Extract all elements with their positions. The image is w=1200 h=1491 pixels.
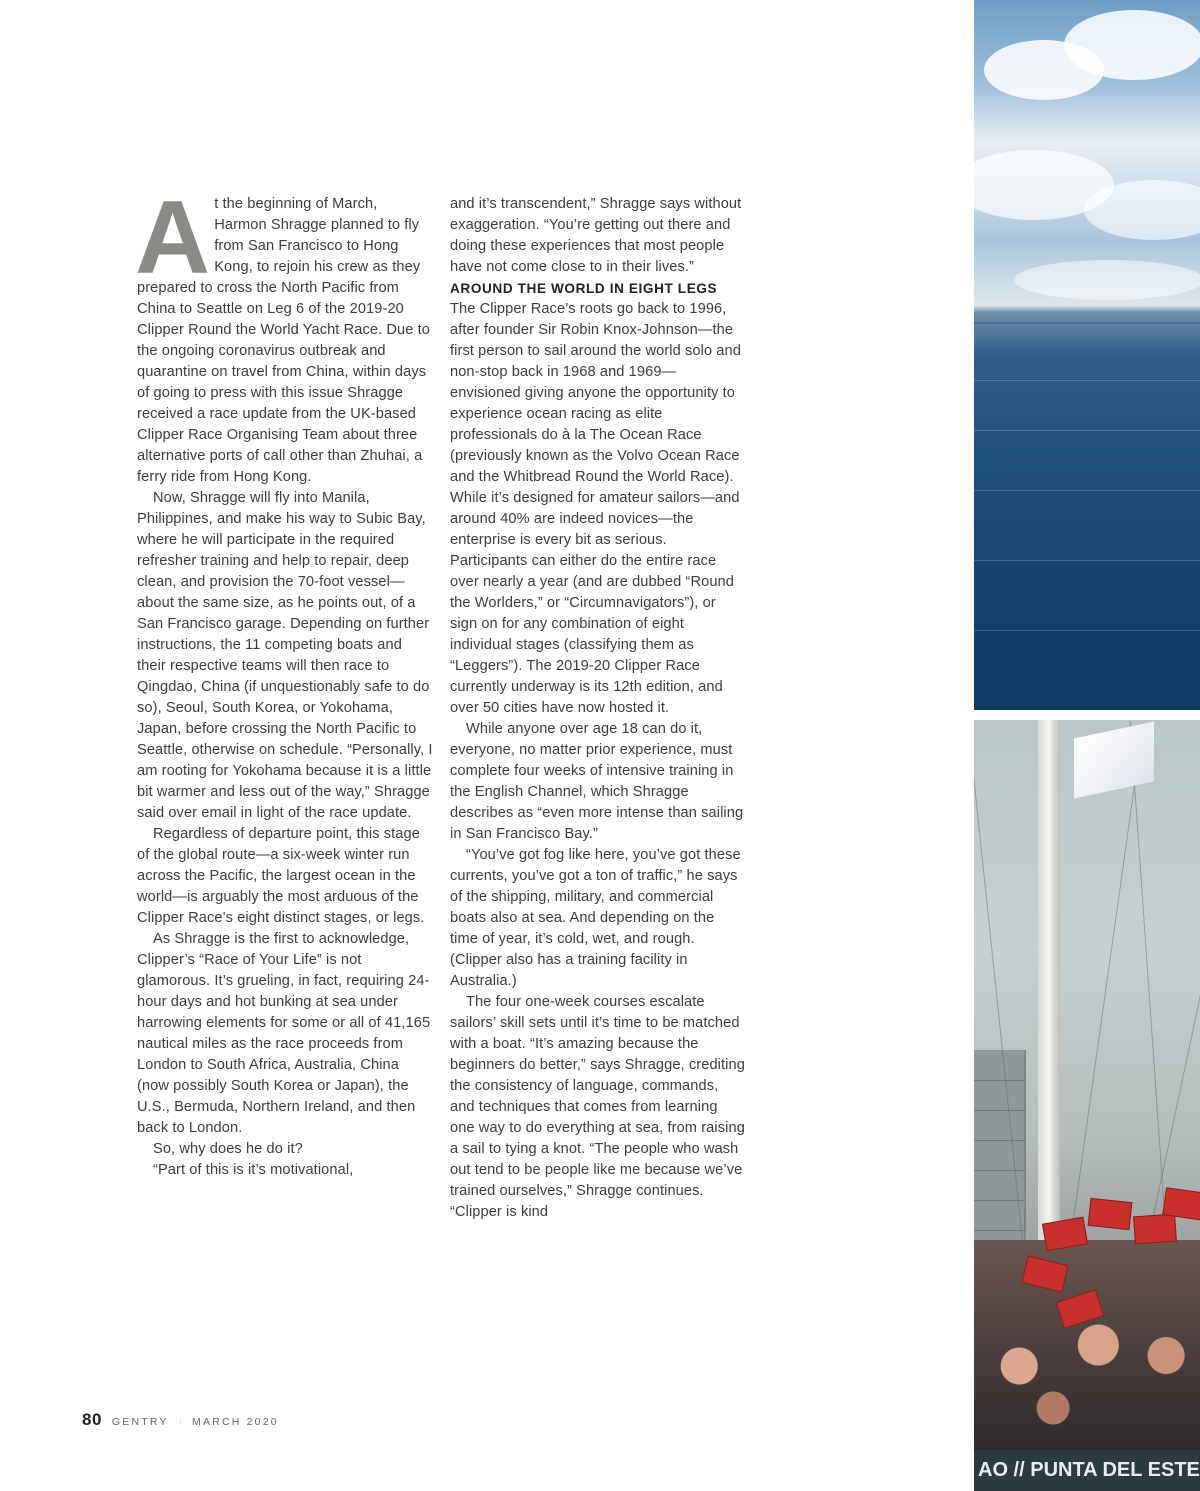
drop-cap: A bbox=[135, 180, 211, 296]
flag bbox=[1074, 721, 1154, 798]
issue-date: MARCH 2020 bbox=[192, 1416, 279, 1428]
crowd-photo bbox=[974, 720, 1200, 1491]
paragraph: and it’s transcendent,” Shragge says without exaggeration. “You’re getting out there and doing these experiences that most people have not come close to in their lives.” bbox=[450, 196, 742, 275]
paragraph: As Shragge is the first to acknowledge, Clipper’s “Race of Your Life” is not glamorous. It’s grueling, in fact, requiring 24-hour days and hot bunking at sea under harrowing elements for some or all of 41,165 nautical miles as the race proceeds from London to South Africa, Australia, China (now possibly South Korea or Japan), the U.S., Bermuda, Northern Ireland, and then back to London. bbox=[137, 931, 431, 1136]
paragraph: Regardless of departure point, this stage of the global route—a six-week winter run across the Pacific, the largest ocean in the world—is arguably the most arduous of the Clipper Race’s eight distinct stages, or legs. bbox=[137, 826, 425, 926]
section-subhead: AROUND THE WORLD IN EIGHT LEGS bbox=[450, 281, 718, 296]
paragraph: “You’ve got fog like here, you’ve got these currents, you’ve got a ton of traffic,” he says of the shipping, military, and commercial boats also at sea. And depending on the time of year, it’s cold, wet, and rough. (Clipper also has a training facility in Australia.) bbox=[450, 847, 741, 989]
paragraph: So, why does he do it? bbox=[153, 1141, 303, 1157]
paragraph: t the beginning of March, Harmon Shragge planned to fly from San Francisco to Hong Kong, to rejoin his crew as they prepared to cross the North Pacific from China to Seattle on Leg 6 of the 2019-20 Clipper Round the World Yacht Race. Due to the ongoing coronavirus outbreak and quarantine on travel from China, within days of going to press with this issue Shragge received a race update from the UK-based Clipper Race Organising Team about three alternative ports of call other than Zhuhai, a ferry ride from Hong Kong. bbox=[137, 196, 430, 485]
paragraph: “Part of this is it’s motivational, bbox=[153, 1162, 354, 1178]
ocean-photo bbox=[974, 0, 1200, 710]
paragraph: While anyone over age 18 can do it, everyone, no matter prior experience, must complete four weeks of intensive training in the English Channel, which Shragge describes as “even more intense than sailing in San Francisco Bay.” bbox=[450, 721, 744, 842]
article-column-right bbox=[450, 194, 746, 1223]
crowd-banner: AO // PUNTA DEL ESTE bbox=[974, 1450, 1200, 1491]
footer-separator: · bbox=[178, 1417, 183, 1428]
paragraph: Now, Shragge will fly into Manila, Philippines, and make his way to Subic Bay, where he will participate in the required refresher training and help to repair, deep clean, and provision the 70-foot vessel—about the same size, as he points out, of a San Francisco garage. Depending on further instructions, the 11 competing boats and their respective teams will then race to Qingdao, China (if unquestionably safe to do so), Seoul, South Korea, or Yokohama, Japan, before crossing the North Pacific to Seattle, otherwise on schedule. “Personally, I am rooting for Yokohama because it is a little bit warmer and less out of the way,” Shragge said over email in light of the race update. bbox=[137, 490, 433, 821]
article-column-left bbox=[135, 180, 433, 1181]
paragraph: The four one-week courses escalate sailors’ skill sets until it’s time to be matched with a boat. “It’s amazing because the beginners do better,” says Shragge, crediting the consistency of language, commands, and techniques that comes from learning one way to do everything at sea, from raising a sail to tying a knot. “The people who wash out tend to be people like me because we’ve trained ourselves,” Shragge continues. “Clipper is kind bbox=[450, 994, 745, 1220]
crowd bbox=[974, 1240, 1200, 1450]
paragraph: The Clipper Race’s roots go back to 1996, after founder Sir Robin Knox-Johnson—the first person to sail around the world solo and non-stop back in 1968 and 1969—envisioned giving anyone the opportunity to experience ocean racing as elite professionals do à la The Ocean Race (previously known as the Volvo Ocean Race and the Whitbread Round the World Race). While it’s designed for amateur sailors—and around 40% are indeed novices—the enterprise is every bit as serious. Participants can either do the entire race over nearly a year (and are dubbed “Round the Worlders,” or “Circumnavigators”), or sign on for any combination of eight individual stages (classifying them as “Leggers”). The 2019-20 Clipper Race currently underway is its 12th edition, and over 50 cities have now hosted it. bbox=[450, 301, 741, 716]
page-footer bbox=[82, 1410, 279, 1430]
page-number: 80 bbox=[82, 1410, 102, 1429]
publication-name: GENTRY bbox=[111, 1416, 169, 1428]
